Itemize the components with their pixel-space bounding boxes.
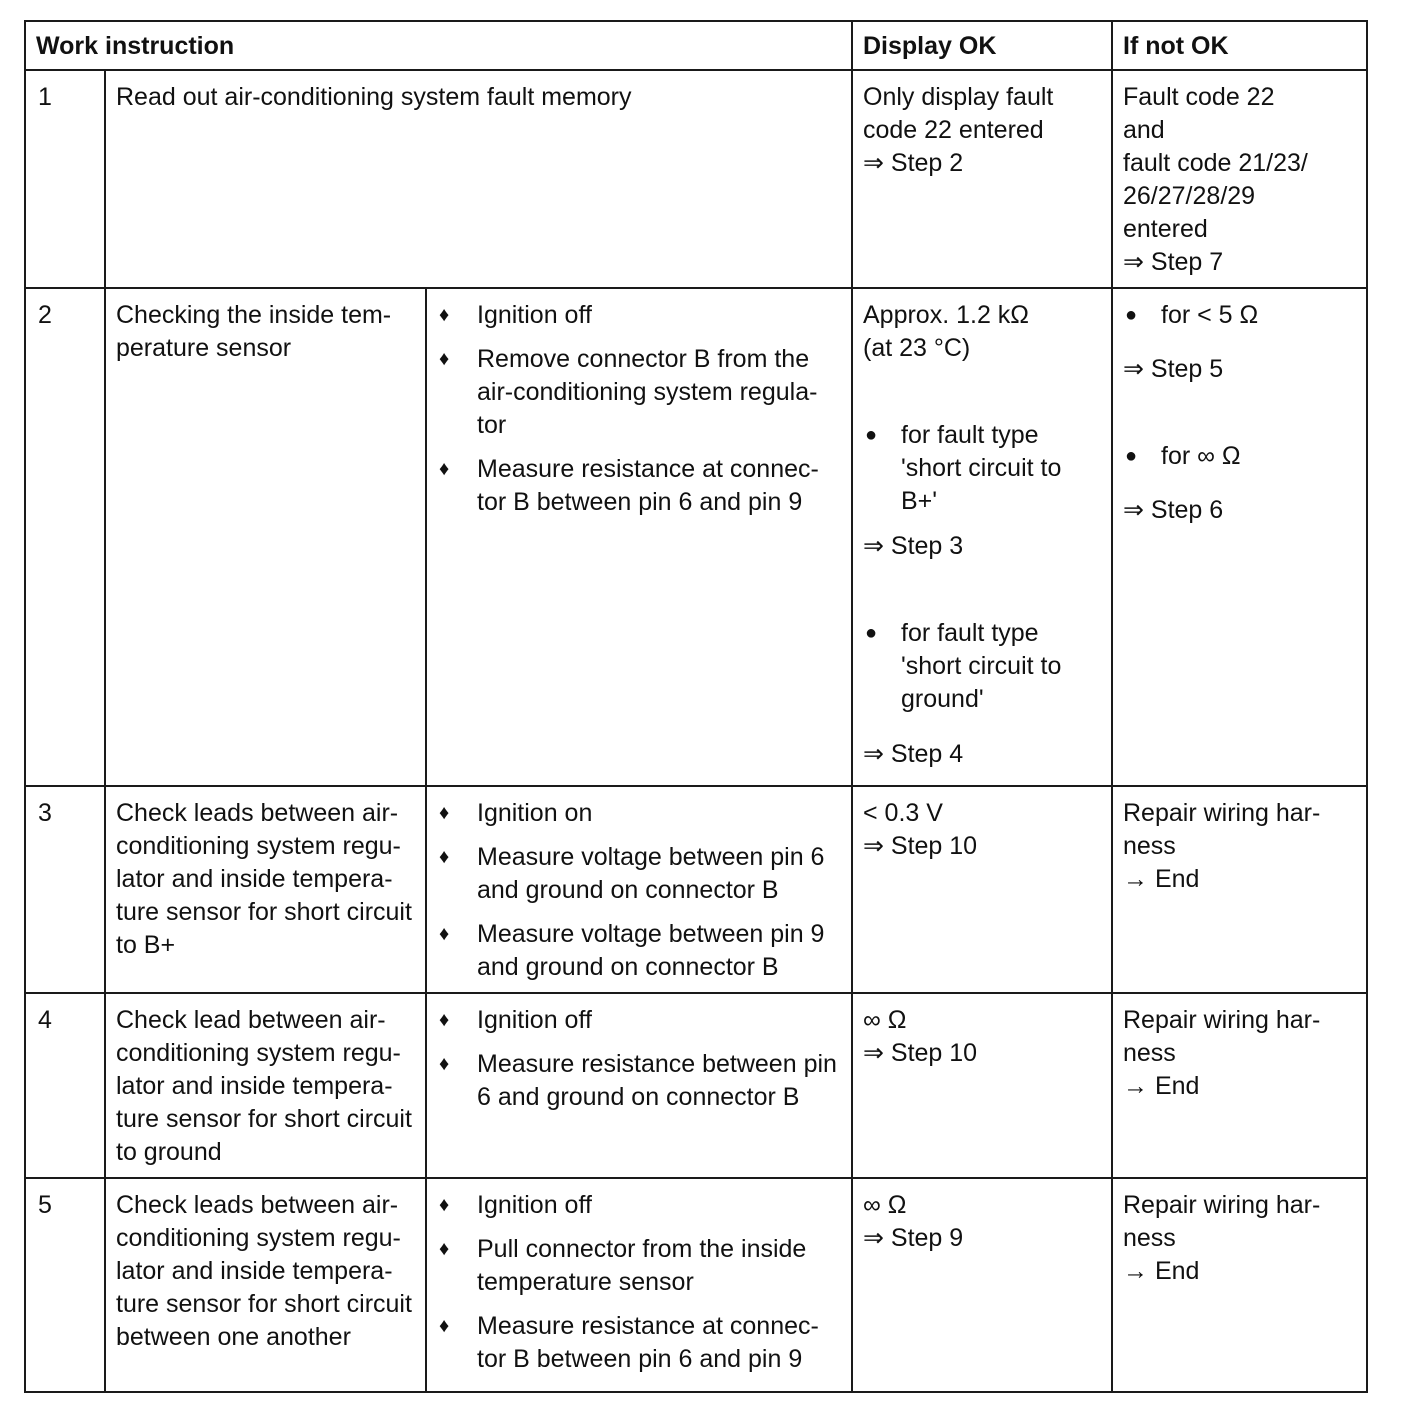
fault-case: ● for < 5 Ω	[1123, 299, 1356, 332]
diamond-bullet-icon: ♦	[439, 802, 450, 824]
diamond-bullet-icon: ♦	[439, 458, 450, 480]
diamond-bullet-icon: ♦	[439, 923, 450, 945]
procedure-item: ♦ Pull connector from the inside temperature sensor	[439, 1235, 807, 1296]
procedure-item: ♦ Measure resistance at connec-tor B between pin 6 and pin 9	[439, 1312, 819, 1373]
end-link: → End	[1123, 1257, 1200, 1285]
header-display-ok: Display OK	[852, 21, 1112, 70]
round-bullet-icon: ●	[865, 424, 878, 446]
procedure-list	[437, 797, 841, 984]
step-link: ⇒ Step 4	[863, 740, 964, 768]
step-number: 5	[25, 1178, 105, 1392]
procedure-cell	[426, 1178, 852, 1392]
display-ok-cell	[852, 288, 1112, 786]
procedure-list	[437, 299, 841, 519]
diamond-bullet-icon: ♦	[439, 1053, 450, 1075]
fault-case: ● for fault type 'short circuit to ground'	[865, 619, 1062, 713]
diamond-bullet-icon: ♦	[439, 304, 450, 326]
instruction-text: Checking the inside tem-perature sensor	[105, 288, 426, 786]
procedure-item: ♦ Ignition off	[437, 299, 841, 332]
step-link: ⇒ Step 9	[863, 1224, 964, 1252]
round-bullet-icon: ●	[1125, 304, 1138, 326]
if-not-ok-line: 26/27/28/29	[1123, 182, 1256, 210]
table-row	[25, 786, 1367, 993]
procedure-list	[437, 1189, 841, 1376]
instruction-text: Read out air-conditioning system fault memory	[105, 70, 852, 288]
procedure-item: ♦ Ignition on	[437, 797, 841, 830]
if-not-ok-cell: Repair wiring har- ness → End	[1112, 786, 1367, 993]
step-link: ⇒ Step 10	[863, 832, 978, 860]
display-ok-line: Approx. 1.2 kΩ	[863, 301, 1029, 329]
step-number: 1	[25, 70, 105, 288]
step-link: ⇒ Step 6	[1123, 496, 1224, 524]
display-ok-line: code 22 entered	[863, 116, 1044, 144]
procedure-item: ♦ Measure resistance at connec-tor B between pin 6 and pin 9	[439, 455, 819, 516]
if-not-ok-cell: Repair wiring har- ness → End	[1112, 993, 1367, 1178]
table-row	[25, 70, 1367, 288]
step-number: 4	[25, 993, 105, 1178]
procedure-item: ♦ Measure resistance between pin 6 and ground on connector B	[439, 1050, 837, 1111]
display-ok-cell: ∞ Ω ⇒ Step 10	[852, 993, 1112, 1178]
display-ok-cell	[852, 70, 1112, 288]
if-not-ok-line: entered	[1123, 215, 1208, 243]
diamond-bullet-icon: ♦	[439, 1009, 450, 1031]
if-not-ok-cell	[1112, 70, 1367, 288]
table-row	[25, 288, 1367, 786]
display-ok-line: (at 23 °C)	[863, 334, 971, 362]
diamond-bullet-icon: ♦	[439, 1315, 450, 1337]
step-link: ⇒ Step 3	[863, 532, 964, 560]
if-not-ok-line: and	[1123, 116, 1165, 144]
step-link: ⇒ Step 5	[1123, 355, 1224, 383]
table-row	[25, 1178, 1367, 1392]
display-ok-cell: ∞ Ω ⇒ Step 9	[852, 1178, 1112, 1392]
step-link: ⇒ Step 10	[863, 1039, 978, 1067]
table-header-row	[25, 21, 1367, 70]
diamond-bullet-icon: ♦	[439, 1194, 450, 1216]
diamond-bullet-icon: ♦	[439, 846, 450, 868]
procedure-item: ♦ Measure voltage between pin 6 and ground on connector B	[439, 843, 825, 904]
procedure-item: ♦ Remove connector B from the air-conditioning system regula-tor	[439, 345, 818, 439]
if-not-ok-line: fault code 21/23/	[1123, 149, 1308, 177]
if-not-ok-cell: Repair wiring har- ness → End	[1112, 1178, 1367, 1392]
instruction-text: Check leads between air-conditioning system regu-lator and inside tempera-ture sensor for short circuit to B+	[105, 786, 426, 993]
procedure-cell	[426, 786, 852, 993]
procedure-cell	[426, 288, 852, 786]
fault-case: ● for ∞ Ω	[1123, 440, 1356, 473]
display-ok-cell: < 0.3 V ⇒ Step 10	[852, 786, 1112, 993]
procedure-item: ♦ Ignition off	[437, 1189, 841, 1222]
instruction-text: Check lead between air-conditioning system regu-lator and inside tempera-ture sensor for short circuit to ground	[105, 993, 426, 1178]
end-link: → End	[1123, 865, 1200, 893]
header-work-instruction: Work instruction	[25, 21, 852, 70]
if-not-ok-line: Fault code 22	[1123, 83, 1275, 111]
diamond-bullet-icon: ♦	[439, 348, 450, 370]
if-not-ok-line: ⇒ Step 7	[1123, 248, 1224, 276]
round-bullet-icon: ●	[1125, 445, 1138, 467]
table-row	[25, 993, 1367, 1178]
fault-case: ● for fault type 'short circuit to B+'	[865, 421, 1062, 515]
diamond-bullet-icon: ♦	[439, 1238, 450, 1260]
procedure-item: ♦ Ignition off	[437, 1004, 841, 1037]
if-not-ok-cell	[1112, 288, 1367, 786]
display-ok-line: Only display fault	[863, 83, 1054, 111]
round-bullet-icon: ●	[865, 622, 878, 644]
procedure-cell	[426, 993, 852, 1178]
step-number: 2	[25, 288, 105, 786]
work-instruction-table	[24, 20, 1368, 1393]
procedure-list	[437, 1004, 841, 1114]
end-link: → End	[1123, 1072, 1200, 1100]
step-number: 3	[25, 786, 105, 993]
instruction-text: Check leads between air-conditioning system regu-lator and inside tempera-ture sensor for short circuit between one another	[105, 1178, 426, 1392]
header-if-not-ok: If not OK	[1112, 21, 1367, 70]
procedure-item: ♦ Measure voltage between pin 9 and ground on connector B	[439, 920, 825, 981]
display-ok-line: ⇒ Step 2	[863, 149, 964, 177]
